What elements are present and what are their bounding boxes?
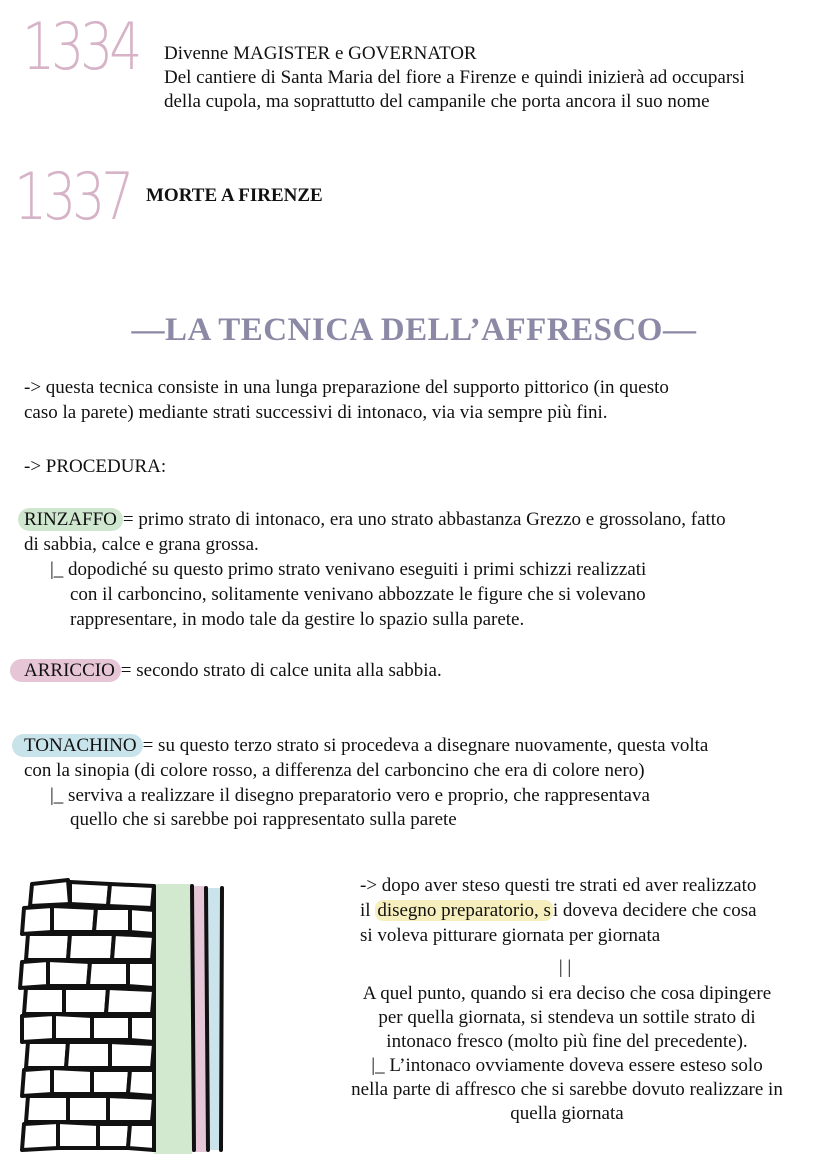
event-1334-line-1: Divenne MAGISTER e GOVERNATOR (164, 43, 477, 64)
year-1334: 1334 (22, 10, 139, 85)
note-p3-line-2: nella parte di affresco che si sarebbe dovuto realizzare in (351, 1079, 783, 1100)
event-1337-text: MORTE A FIRENZE (146, 185, 323, 206)
event-1334-line-2: Del cantiere di Santa Maria del fiore a Firenze e quindi inizierà ad occuparsi (164, 67, 745, 88)
rinzaffo-definition: = primo strato di intonaco, era uno strato abbastanza Grezzo e grossolano, fatto (122, 509, 726, 530)
wall-layers-drawing (18, 874, 230, 1160)
note-p3-line-1: |_ L’intonaco ovviamente doveva essere esteso solo (371, 1055, 763, 1076)
section-title: —LA TECNICA DELL’AFFRESCO— (131, 312, 697, 348)
rinzaffo-cont: di sabbia, calce e grana grossa. (24, 534, 259, 555)
intro-line-2: caso la parete) mediante strati successivi di intonaco, via via sempre più fini. (24, 402, 608, 423)
intro-line-1: -> questa tecnica consiste in una lunga preparazione del supporto pittorico (in questo (24, 377, 669, 398)
rinzaffo-layer-drawing (154, 884, 192, 1154)
tonachino-sub-1: |_ serviva a realizzare il disegno preparatorio vero e proprio, che rappresentava (50, 785, 650, 806)
year-1337: 1337 (14, 160, 131, 235)
note-p3-line-3: quella giornata (510, 1103, 624, 1124)
procedure-label: -> PROCEDURA: (24, 456, 167, 477)
tonachino-term: TONACHINO (12, 734, 143, 757)
note-p2-line-1: A quel punto, quando si era deciso che cosa dipingere (362, 983, 772, 1004)
stones (20, 880, 154, 1150)
tonachino-line (24, 734, 708, 758)
note-p1-line-1: -> dopo aver steso questi tre strati ed aver realizzato (360, 875, 757, 896)
rinzaffo-sub-1: |_ dopodiché su questo primo strato venivano eseguiti i primi schizzi realizzati (50, 559, 647, 580)
note-p2-line-3: intonaco fresco (molto più fine del precedente). (386, 1031, 748, 1052)
event-1334-line-3: della cupola, ma soprattutto del campanile che porta ancora il suo nome (164, 91, 710, 112)
note-p1-post: i doveva decidere che cosa (552, 900, 757, 921)
rinzaffo-sub-3: rappresentare, in modo tale da gestire lo spazio sulla parete. (70, 609, 525, 630)
rinzaffo-term: RINZAFFO (18, 508, 123, 531)
arriccio-definition: = secondo strato di calce unita alla sabbia. (120, 660, 442, 681)
tonachino-definition: = su questo terzo strato si procedeva a disegnare nuovamente, questa volta (142, 735, 709, 756)
note-p1-line-2 (360, 899, 757, 923)
arriccio-line (24, 659, 442, 683)
rinzaffo-sub-2: con il carboncino, solitamente venivano abbozzate le figure che si volevano (70, 584, 646, 605)
disegno-preparatorio-highlight: disegno preparatorio, s (377, 900, 551, 921)
tonachino-sub-2: quello che si sarebbe poi rappresentato sulla parete (70, 809, 457, 830)
tonachino-cont: con la sinopia (di colore rosso, a differenza del carboncino che era di colore nero) (24, 760, 645, 781)
arrow-down: | | (558, 957, 572, 978)
rinzaffo-line (24, 508, 726, 532)
note-p2-line-2: per quella giornata, si stendeva un sottile strato di (378, 1007, 756, 1028)
note-p1-pre: il (360, 900, 376, 921)
note-p1-line-3: si voleva pitturare giornata per giornata (360, 925, 661, 946)
arriccio-term: ARRICCIO (10, 659, 121, 682)
